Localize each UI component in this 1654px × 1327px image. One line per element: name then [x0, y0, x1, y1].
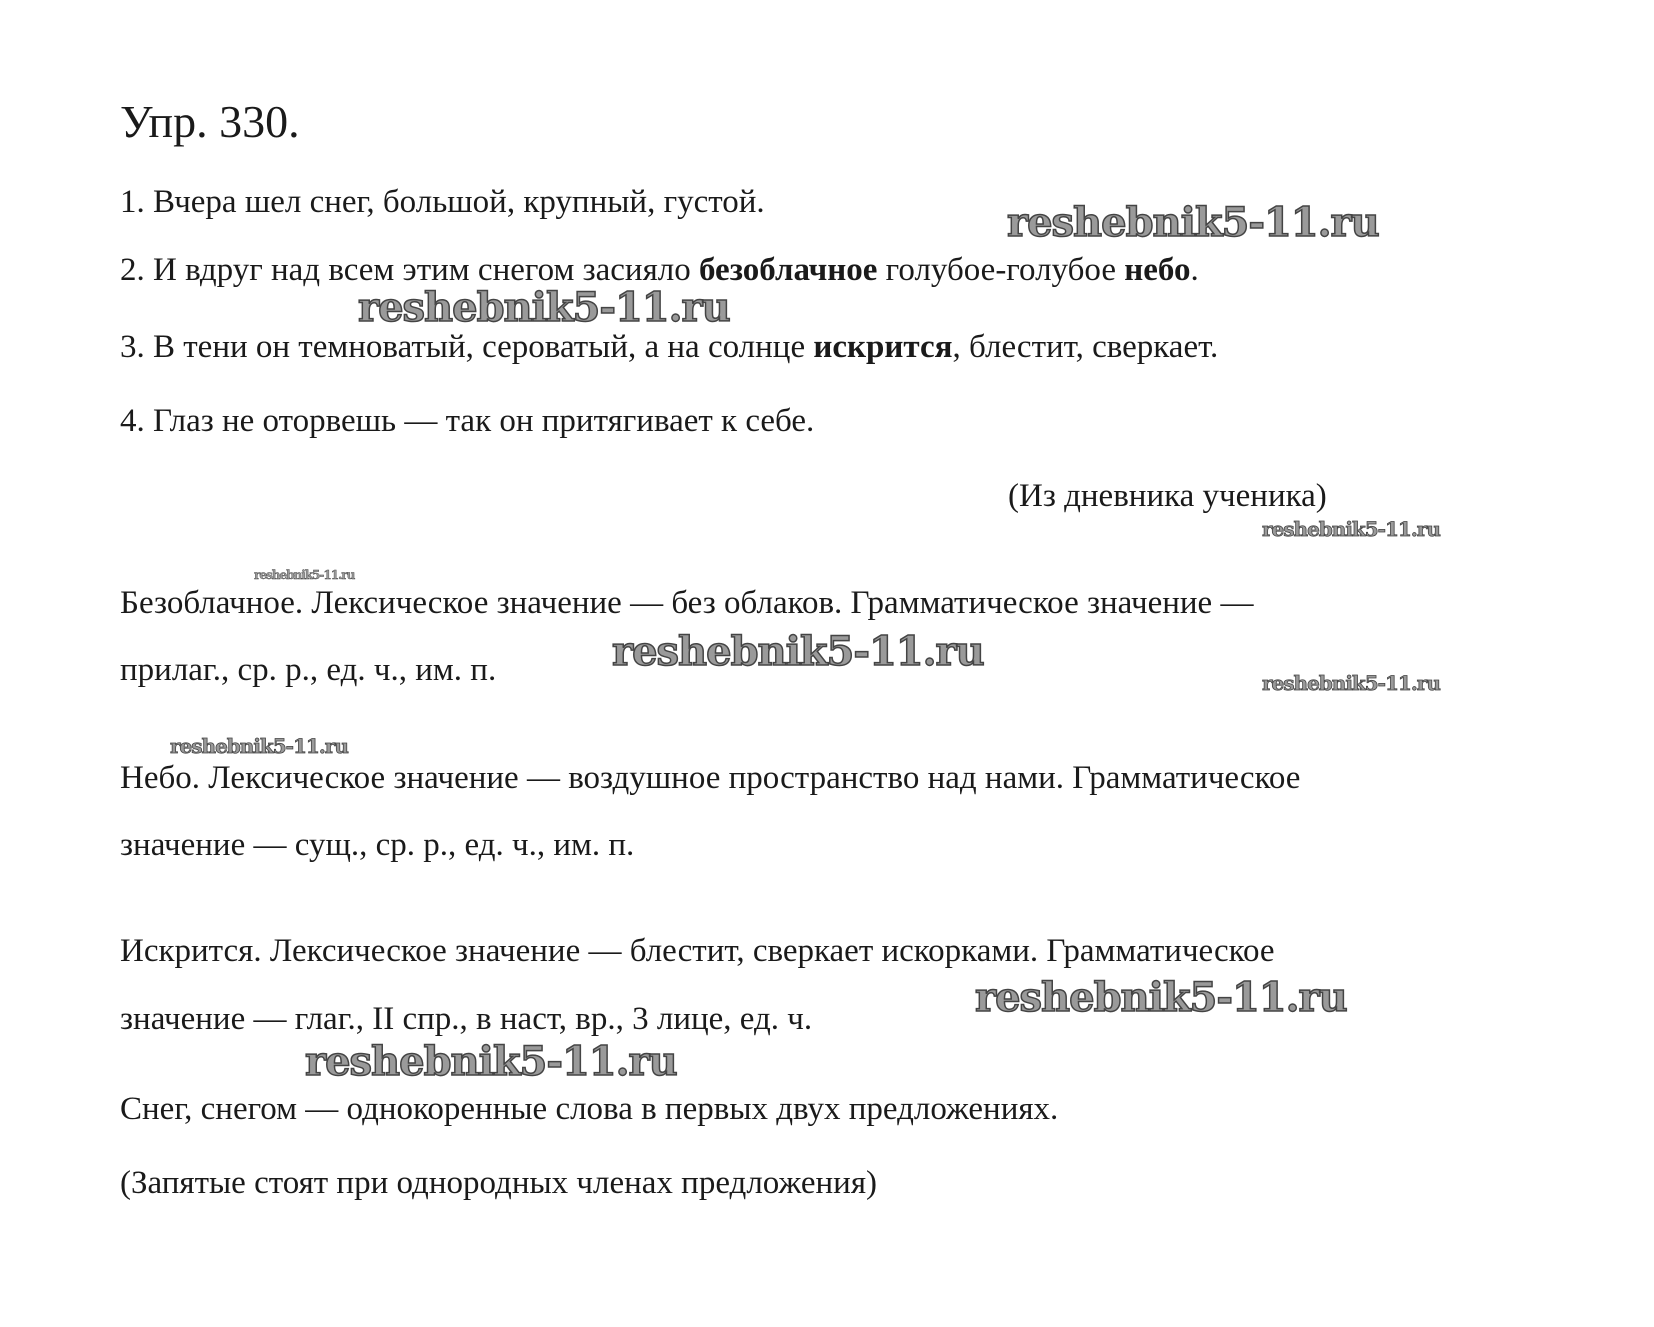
analysis-line: значение — глаг., II спр., в наст, вр., 3 лице, ед. ч. [120, 1001, 813, 1037]
sentence-text: 2. И вдруг над всем этим снегом засияло [120, 252, 699, 288]
sentence-4 [120, 403, 814, 439]
sentence-text: 3. В тени он темноватый, сероватый, а на солнце [120, 329, 814, 365]
bold-word: небо [1124, 252, 1191, 288]
watermark: reshebnik5-11.ru [1007, 199, 1379, 246]
sentence-1 [120, 184, 765, 220]
sentence-text: 1. Вчера шел снег, большой, крупный, густой. [120, 184, 765, 220]
analysis-line: Небо. Лексическое значение — воздушное пространство над нами. Грамматическое [120, 760, 1301, 796]
watermark: reshebnik5-11.ru [612, 628, 984, 675]
watermark: reshebnik5-11.ru [358, 284, 730, 331]
analysis-line: прилаг., ср. р., ед. ч., им. п. [120, 652, 497, 688]
analysis-line: Искрится. Лексическое значение — блестит, сверкает искорками. Грамматическое [120, 933, 1275, 969]
bold-word: безоблачное [698, 252, 878, 288]
sentence-2 [120, 252, 1199, 288]
source-note: (Из дневника ученика) [1008, 478, 1327, 514]
analysis-line: значение — сущ., ср. р., ед. ч., им. п. [120, 827, 635, 863]
watermark: reshebnik5-11.ru [1262, 517, 1440, 541]
sentence-text: . [1190, 252, 1199, 288]
watermark: reshebnik5-11.ru [305, 1038, 677, 1085]
watermark: reshebnik5-11.ru [975, 974, 1347, 1021]
sentence-text: голубое-голубое [877, 252, 1125, 288]
exercise-title: Упр. 330. [120, 96, 300, 147]
bold-word: искрится [813, 329, 953, 365]
sentence-3 [120, 329, 1218, 365]
watermark: reshebnik5-11.ru [1262, 671, 1440, 695]
watermark: reshebnik5-11.ru [170, 734, 348, 758]
analysis-line: Безоблачное. Лексическое значение — без облаков. Грамматическое значение — [120, 585, 1254, 621]
sentence-text: 4. Глаз не оторвешь — так он притягивает к себе. [120, 403, 815, 439]
sentence-text: , блестит, сверкает. [952, 329, 1219, 365]
watermark: reshebnik5-11.ru [254, 568, 355, 582]
analysis-line: (Запятые стоят при однородных членах предложения) [120, 1165, 877, 1201]
analysis-line: Снег, снегом — однокоренные слова в первых двух предложениях. [120, 1091, 1059, 1127]
